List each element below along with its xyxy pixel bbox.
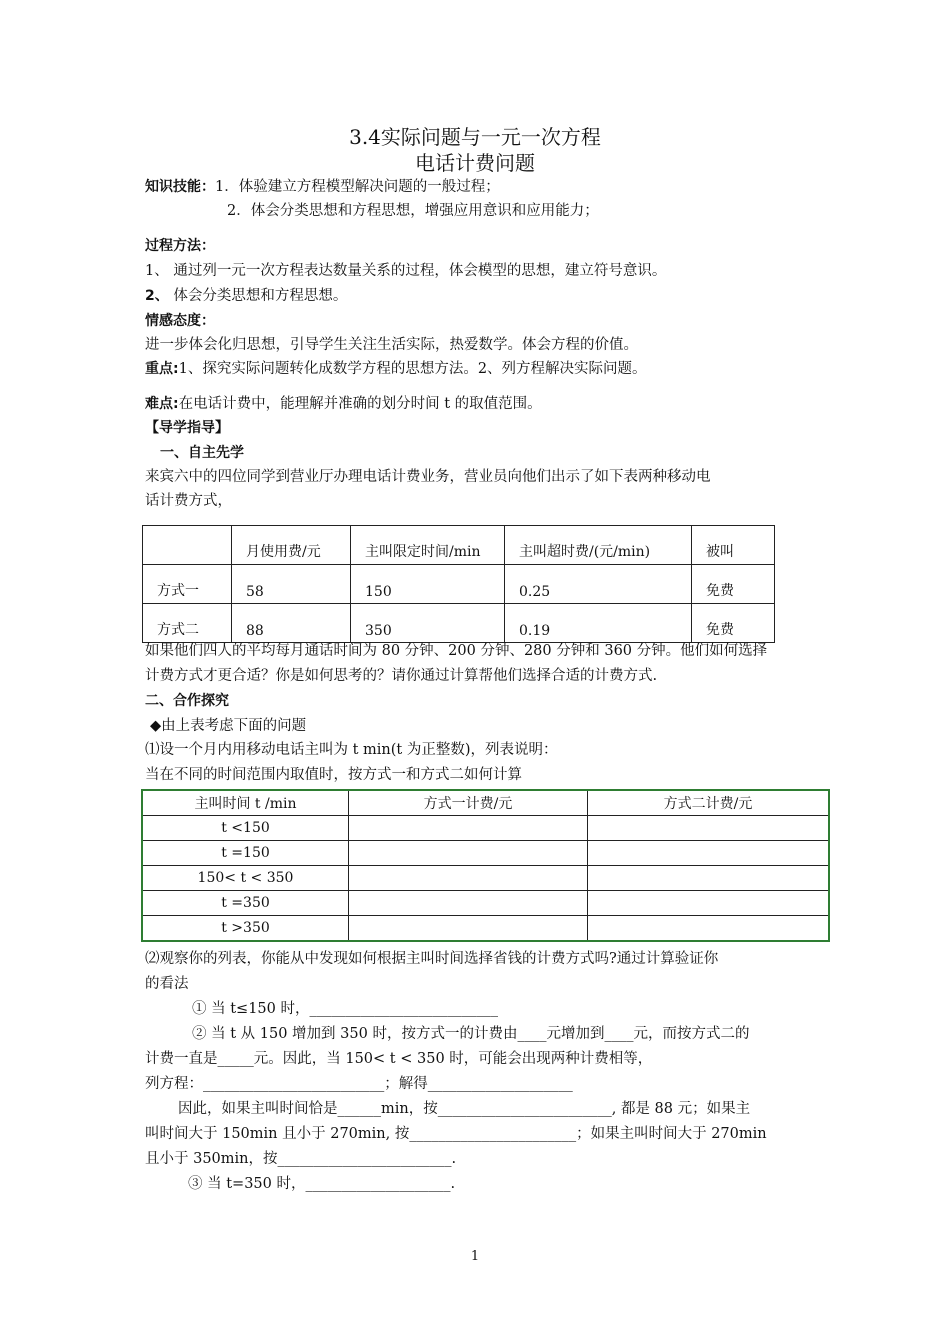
pricing-cell: 150 — [351, 565, 505, 604]
pricing-cell: 350 — [351, 604, 505, 643]
key-point-line — [145, 359, 647, 379]
calc-blank-cell[interactable] — [588, 866, 830, 891]
question-line-2: 计费方式才更合适？你是如何思考的？请你通过计算帮他们选择合适的计费方式. — [145, 668, 658, 684]
process-label: 过程方法： — [145, 238, 215, 254]
process-item-2: 体会分类思想和方程思想。 — [168, 288, 348, 304]
section-1-heading: 一、自主先学 — [160, 445, 244, 461]
pricing-cell: 方式一 — [143, 565, 232, 604]
calc-row — [142, 816, 829, 841]
calc-blank-cell[interactable] — [349, 866, 588, 891]
key-label: 重点: — [145, 361, 179, 377]
pricing-header-cell — [143, 526, 232, 565]
pricing-cell: 免费 — [692, 565, 775, 604]
pricing-cell: 0.19 — [505, 604, 692, 643]
calc-blank-cell[interactable] — [349, 916, 588, 942]
calc-blank-cell[interactable] — [349, 841, 588, 866]
difficulty-text: 在电话计费中，能理解并准确的划分时间 t 的取值范围。 — [178, 396, 542, 412]
q2-line-1: ⑵观察你的列表，你能从中发现如何根据主叫时间选择省钱的计费方式吗?通过计算验证你 — [145, 951, 719, 967]
case-2-line-6: 且小于 350min，按________________________. — [145, 1151, 457, 1167]
calc-blank-cell[interactable] — [588, 916, 830, 942]
knowledge-item-1: 1．体验建立方程模型解决问题的一般过程； — [215, 179, 500, 195]
calc-header-cell: 方式一计费/元 — [349, 790, 588, 816]
calc-row — [142, 866, 829, 891]
process-item-2-num: 2、 — [145, 288, 169, 304]
pricing-cell: 0.25 — [505, 565, 692, 604]
process-item-1: 1、 通过列一元一次方程表达数量关系的过程，体会模型的思想，建立符号意识。 — [145, 263, 667, 279]
case-1-line: ① 当 t≤150 时，__________________________ — [192, 1001, 498, 1017]
emotion-label: 情感态度： — [145, 313, 215, 329]
calc-time-cell: 150< t < 350 — [142, 866, 349, 891]
knowledge-label: 知识技能： — [145, 179, 215, 195]
case-2-line-2: 计费一直是_____元。因此，当 150< t < 350 时，可能会出现两种计费相等， — [145, 1051, 653, 1067]
calc-row — [142, 916, 829, 942]
knowledge-line-1 — [145, 177, 500, 197]
difficulty-label: 难点: — [145, 396, 179, 412]
calc-blank-cell[interactable] — [349, 891, 588, 916]
pricing-header-cell: 主叫限定时间/min — [351, 526, 505, 565]
consider-line: ◆由上表考虑下面的问题 — [150, 718, 307, 734]
intro-line-1: 来宾六中的四位同学到营业厅办理电话计费业务，营业员向他们出示了如下表两种移动电 — [145, 469, 711, 485]
q1-line-2: 当在不同的时间范围内取值时，按方式一和方式二如何计算 — [145, 767, 522, 783]
calc-blank-cell[interactable] — [349, 816, 588, 841]
knowledge-item-2: 2．体会分类思想和方程思想，增强应用意识和应用能力； — [227, 203, 599, 219]
section-2-heading: 二、合作探究 — [145, 693, 229, 709]
calc-time-cell: t <150 — [142, 816, 349, 841]
pricing-cell: 免费 — [692, 604, 775, 643]
calc-header-cell: 方式二计费/元 — [588, 790, 830, 816]
billing-calc-table — [141, 789, 830, 942]
pricing-header-cell: 主叫超时费/(元/min) — [505, 526, 692, 565]
pricing-cell: 方式二 — [143, 604, 232, 643]
page-title: 3.4实际问题与一元一次方程 — [349, 125, 601, 149]
pricing-header-row — [143, 526, 775, 565]
difficulty-line — [145, 394, 542, 414]
calc-time-cell: t =150 — [142, 841, 349, 866]
q1-line: ⑴设一个月内用移动电话主叫为 t min(t 为正整数)，列表说明： — [145, 742, 558, 758]
pricing-header-cell: 被叫 — [692, 526, 775, 565]
case-3-line: ③ 当 t=350 时，____________________. — [188, 1176, 456, 1192]
calc-blank-cell[interactable] — [588, 891, 830, 916]
guide-heading: 【导学指导】 — [145, 420, 229, 436]
process-line-2 — [145, 286, 347, 306]
case-2-line-4: 因此，如果主叫时间恰是______min，按________________________, 都是 88 元；如果主 — [178, 1101, 751, 1117]
calc-row — [142, 891, 829, 916]
pricing-table — [142, 525, 775, 643]
pricing-header-cell: 月使用费/元 — [232, 526, 351, 565]
calc-time-cell: t >350 — [142, 916, 349, 942]
calc-header-row — [142, 790, 829, 816]
pricing-cell: 88 — [232, 604, 351, 643]
pricing-row — [143, 604, 775, 643]
page-subtitle: 电话计费问题 — [415, 151, 535, 175]
intro-line-2: 话计费方式， — [145, 493, 232, 509]
pricing-row — [143, 565, 775, 604]
key-text: 1、探究实际问题转化成数学方程的思想方法。2、列方程解决实际问题。 — [178, 361, 647, 377]
calc-blank-cell[interactable] — [588, 816, 830, 841]
calc-blank-cell[interactable] — [588, 841, 830, 866]
case-2-line-5: 叫时间大于 150min 且小于 270min, 按_______________________；如果主叫时间大于 270min — [145, 1126, 767, 1142]
question-line-1: 如果他们四人的平均每月通话时间为 80 分钟、200 分钟、280 分钟和 360 分钟。他们如何选择 — [145, 643, 768, 659]
calc-time-cell: t =350 — [142, 891, 349, 916]
emotion-text: 进一步体会化归思想，引导学生关注生活实际，热爱数学。体会方程的价值。 — [145, 337, 638, 353]
calc-row — [142, 841, 829, 866]
calc-header-cell: 主叫时间 t /min — [142, 790, 349, 816]
pricing-cell: 58 — [232, 565, 351, 604]
page-number: 1 — [470, 1249, 480, 1264]
case-2-equation-line: 列方程：_________________________；解得____________________ — [145, 1076, 573, 1092]
q2-line-2: 的看法 — [145, 976, 189, 992]
case-2-line-1: ② 当 t 从 150 增加到 350 时，按方式一的计费由____元增加到____元，而按方式二的 — [192, 1026, 750, 1042]
